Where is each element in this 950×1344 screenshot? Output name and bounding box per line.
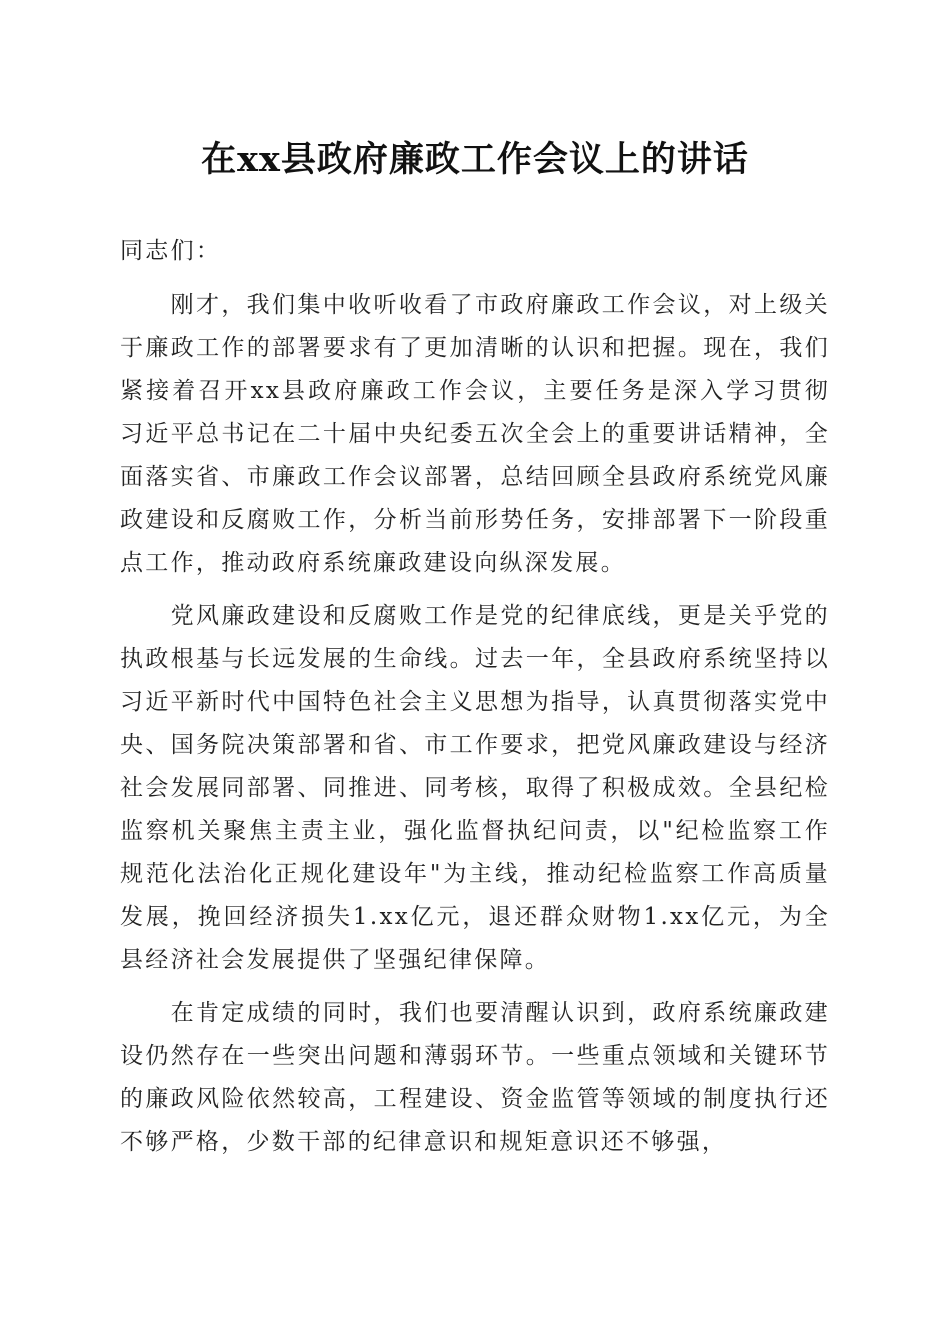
document-title: 在xx县政府廉政工作会议上的讲话 [201,139,749,180]
paragraph-opening: 刚才，我们集中收听收看了市政府廉政工作会议，对上级关于廉政工作的部署要求有了更加清晰的认识和把握。现在，我们紧接着召开xx县政府廉政工作会议，主要任务是深入学习贯彻习近平总书记在二十届中央纪委五次全会上的重要讲话精神，全面落实省、市廉政工作会议部署，总结回顾全县政府系统党风廉政建设和反腐败工作，分析当前形势任务，安排部署下一阶段重点工作，推动政府系统廉政建设向纵深发展。 [120,292,830,576]
paragraph-problems: 在肯定成绩的同时，我们也要清醒认识到，政府系统廉政建设仍然存在一些突出问题和薄弱环节。一些重点领域和关键环节的廉政风险依然较高，工程建设、资金监管等领域的制度执行还不够严格，少数干部的纪律意识和规矩意识还不够强， [120,1000,830,1155]
document-body [120,230,830,1174]
paragraph-achievements: 党风廉政建设和反腐败工作是党的纪律底线，更是关乎党的执政根基与长远发展的生命线。过去一年，全县政府系统坚持以习近平新时代中国特色社会主义思想为指导，认真贯彻落实党中央、国务院决策部署和省、市工作要求，把党风廉政建设与经济社会发展同部署、同推进、同考核，取得了积极成效。全县纪检监察机关聚焦主责主业，强化监督执纪问责，以"纪检监察工作规范化法治化正规化建设年"为主线，推动纪检监察工作高质量发展，挽回经济损失1.xx亿元，退还群众财物1.xx亿元，为全县经济社会发展提供了坚强纪律保障。 [120,603,830,973]
salutation: 同志们： [120,238,222,264]
